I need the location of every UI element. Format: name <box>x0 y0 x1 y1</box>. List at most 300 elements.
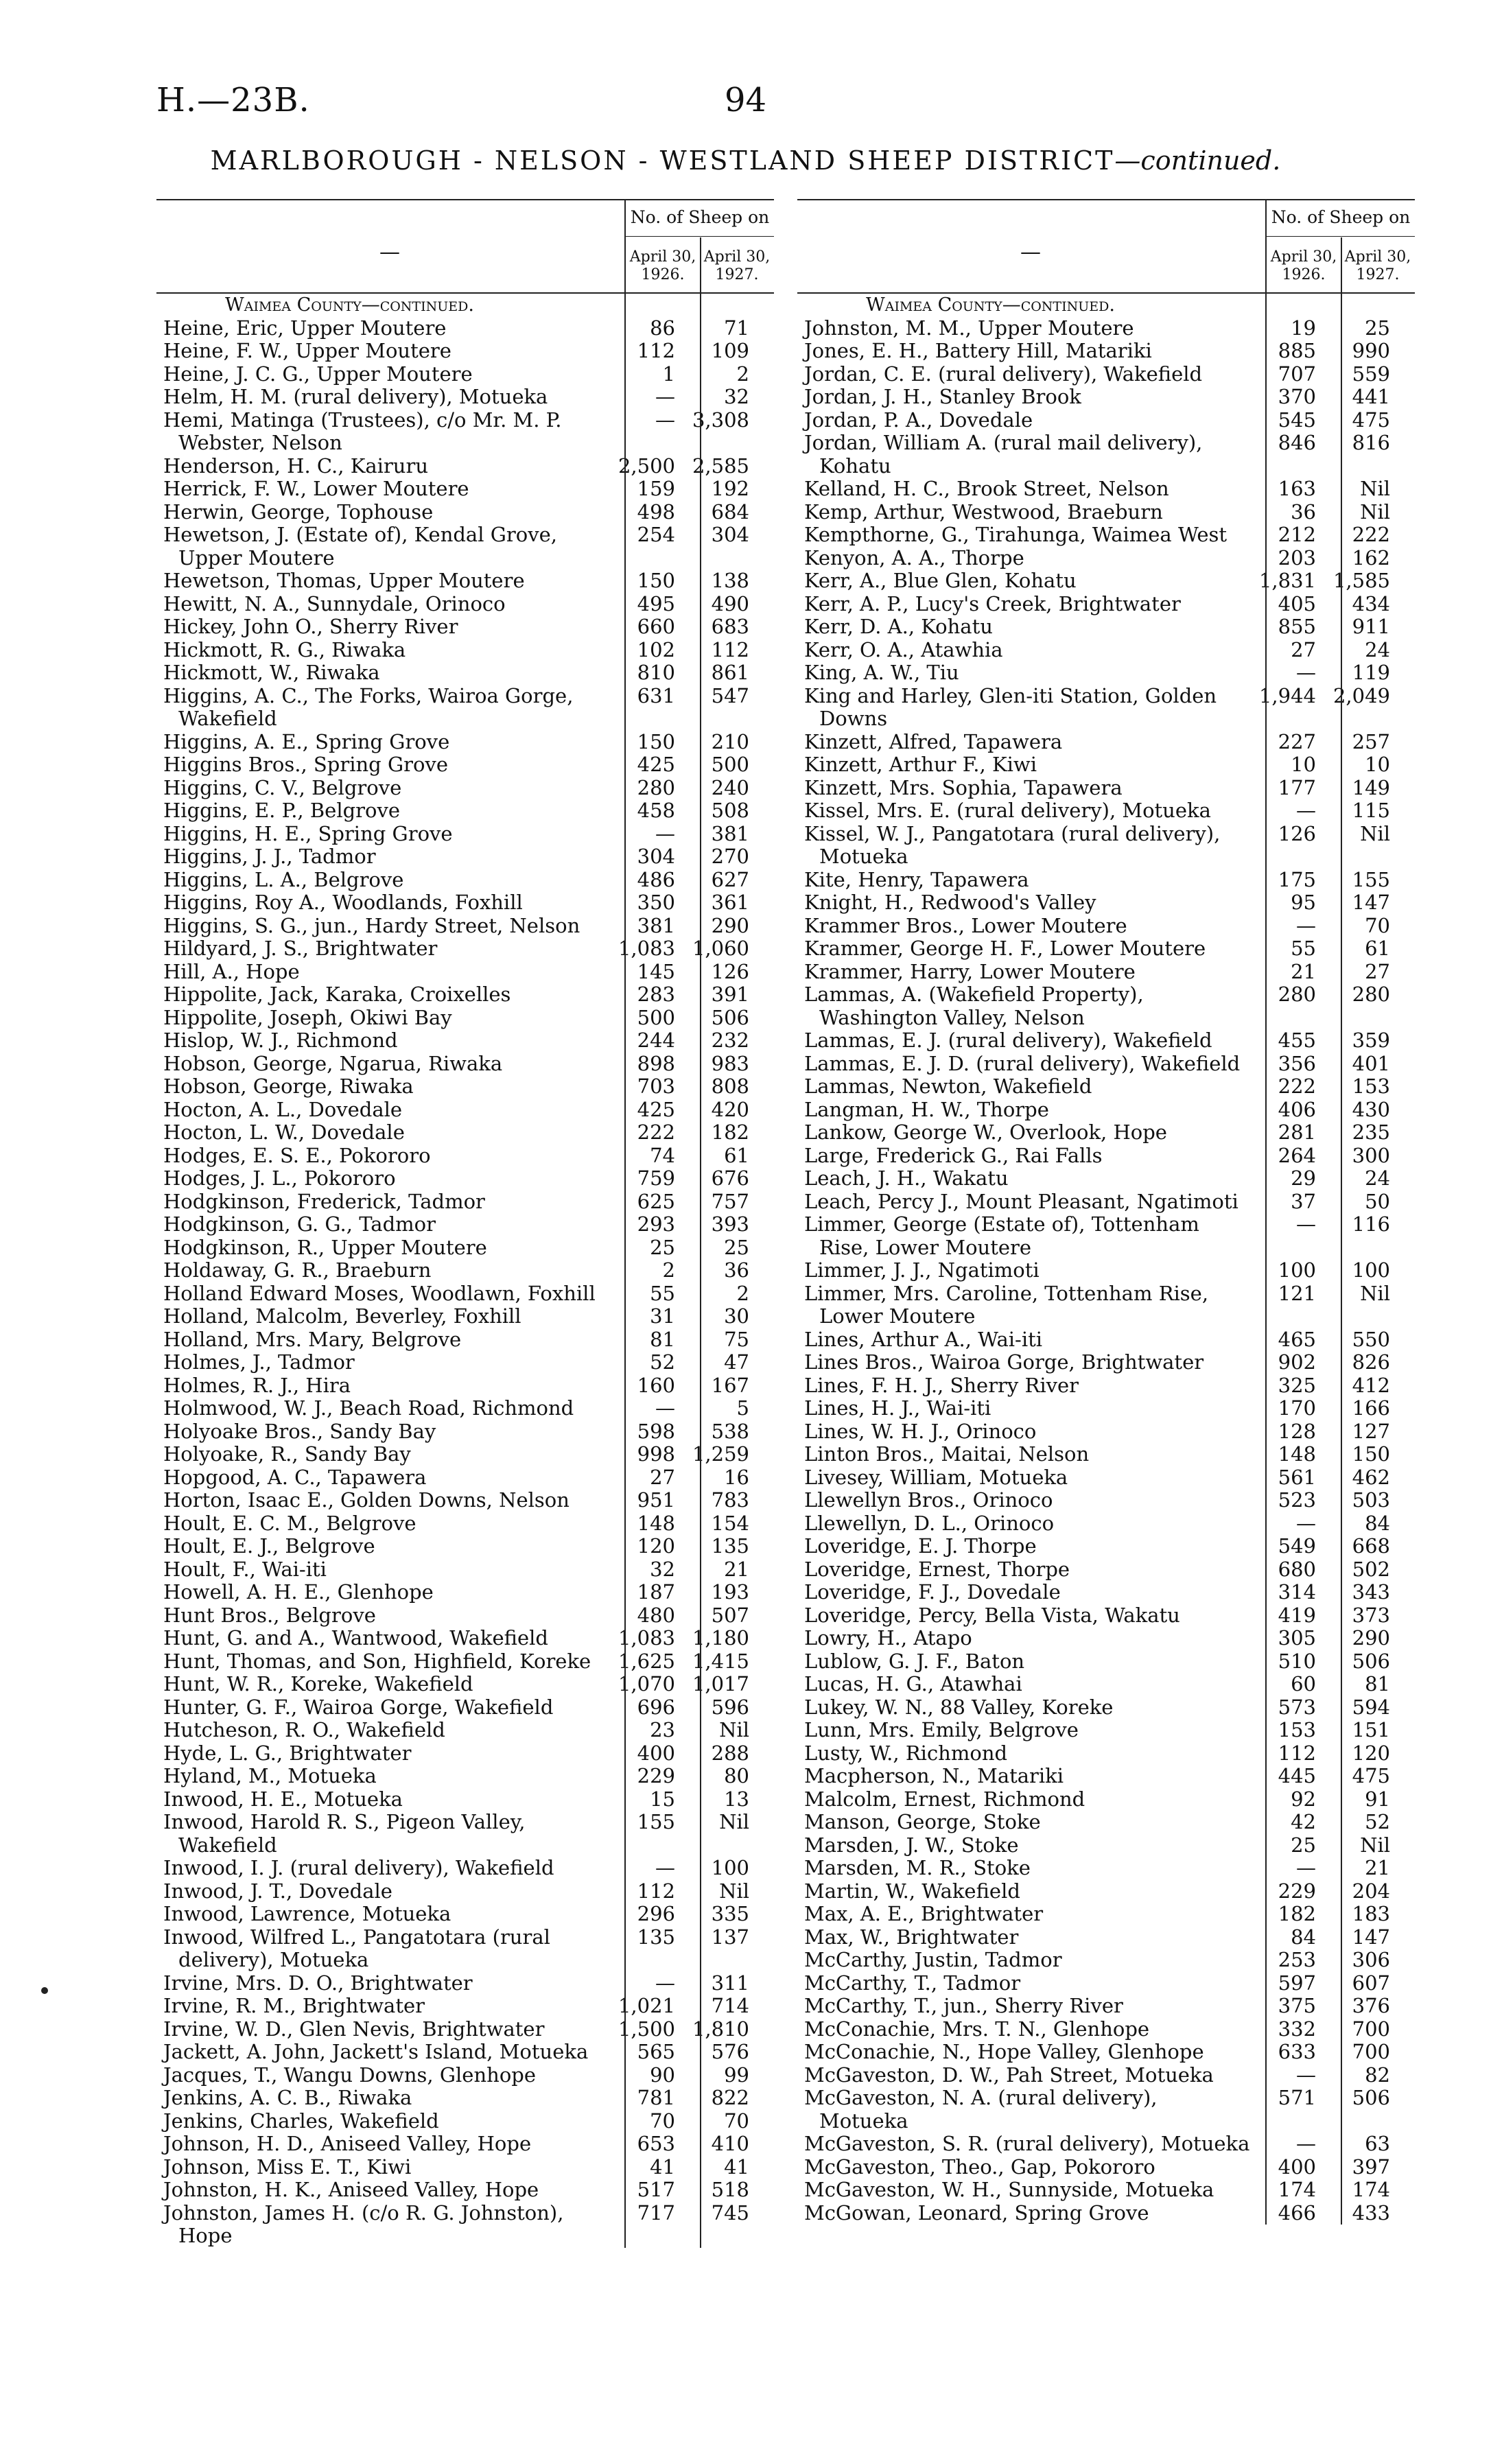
sheep-1926: 633 <box>1278 2040 1316 2063</box>
sheep-1927: 127 <box>1352 1419 1390 1443</box>
table-row <box>156 1075 774 1099</box>
sheep-1926: 170 <box>1278 1396 1316 1420</box>
sheep-1927: 335 <box>711 1902 749 1925</box>
sheep-1926: 126 <box>1278 821 1316 845</box>
sheep-1927: 91 <box>1365 1787 1390 1811</box>
table-row <box>156 891 774 915</box>
table-row <box>797 1926 1415 1949</box>
owner-name: Llewellyn, D. L., Orinoco <box>804 1511 1055 1535</box>
table-row <box>797 891 1415 915</box>
sheep-1926: 598 <box>637 1419 675 1443</box>
table-row <box>797 1121 1415 1145</box>
left-column <box>156 199 774 2248</box>
title-suffix: —continued. <box>1114 145 1281 176</box>
table-row <box>797 2156 1415 2179</box>
table-row <box>797 1627 1415 1650</box>
table-row <box>156 1305 774 1328</box>
sheep-1926: 332 <box>1278 2017 1316 2041</box>
sheep-1927: 290 <box>711 913 749 937</box>
sheep-1927: 381 <box>711 821 749 845</box>
owner-name: Higgins, E. P., Belgrove <box>163 799 401 822</box>
sheep-1926: 696 <box>637 1695 675 1719</box>
table-row <box>156 937 774 961</box>
sheep-1926: 465 <box>1278 1327 1316 1351</box>
sheep-1926: 1,083 <box>618 1626 675 1650</box>
sheep-1927: 151 <box>1352 1718 1390 1741</box>
owner-name: Hocton, L. W., Dovedale <box>163 1120 405 1144</box>
sheep-1926: 280 <box>637 775 675 799</box>
sheep-1926: 458 <box>637 799 675 822</box>
sheep-1927: 21 <box>1365 1856 1390 1879</box>
sheep-1926: 42 <box>1291 1810 1316 1833</box>
table-row <box>156 1581 774 1604</box>
sheep-1926: 375 <box>1278 1994 1316 2017</box>
sheep-1926: 1,070 <box>618 1672 675 1696</box>
sheep-1926: 222 <box>1278 1075 1316 1098</box>
table-row <box>156 1972 774 1995</box>
table-row <box>797 386 1415 409</box>
sheep-1926: 293 <box>637 1212 675 1236</box>
table-row <box>156 685 774 731</box>
owner-name: Horton, Isaac E., Golden Downs, Nelson <box>163 1488 570 1512</box>
table-row <box>797 2133 1415 2156</box>
table-row <box>156 1558 774 1582</box>
table-row <box>797 1949 1415 1972</box>
table-row <box>156 1650 774 1674</box>
table-row <box>797 1466 1415 1490</box>
sheep-1926: 102 <box>637 637 675 661</box>
sheep-1926: 86 <box>650 316 675 340</box>
table-row <box>156 1007 774 1030</box>
owner-name: Kissel, W. J., Pangatotara (rural delivery), Motueka <box>804 821 1221 868</box>
owner-name: Howell, A. H. E., Glenhope <box>163 1580 434 1604</box>
owner-name: Loveridge, F. J., Dovedale <box>804 1580 1061 1604</box>
owner-name: Limmer, Mrs. Caroline, Tottenham Rise, Lower Moutere <box>804 1281 1209 1328</box>
sheep-1926: 597 <box>1278 1971 1316 1995</box>
owner-name: Marsden, M. R., Stoke <box>804 1856 1031 1879</box>
owner-name: Kerr, D. A., Kohatu <box>804 615 993 638</box>
table-row <box>156 1765 774 1788</box>
table-row <box>156 455 774 478</box>
sheep-1926: 112 <box>637 339 675 362</box>
owner-name: Kemp, Arthur, Westwood, Braeburn <box>804 500 1163 524</box>
table-row <box>797 1443 1415 1466</box>
owner-name: Lowry, H., Atapo <box>804 1626 972 1650</box>
sheep-1927: Nil <box>719 1810 749 1833</box>
sheep-1927: 257 <box>1352 729 1390 753</box>
owner-name: Limmer, George (Estate of), Tottenham Rise, Lower Moutere <box>804 1212 1199 1259</box>
sheep-1927: 1,585 <box>1332 569 1390 592</box>
table-row <box>156 1535 774 1558</box>
sheep-1926: 653 <box>637 2132 675 2155</box>
table-row <box>797 1673 1415 1696</box>
owner-name: Lines, F. H. J., Sherry River <box>804 1373 1079 1397</box>
owner-name: Inwood, J. T., Dovedale <box>163 1879 392 1903</box>
table-row <box>156 524 774 570</box>
sheep-1927: 61 <box>724 1143 749 1167</box>
sheep-1926: 717 <box>637 2201 675 2225</box>
table-body <box>797 294 1415 2225</box>
owner-name: King and Harley, Glen-iti Station, Golden Downs <box>804 683 1217 730</box>
table-row <box>797 1558 1415 1582</box>
table-row <box>797 823 1415 869</box>
owner-name: Higgins, Roy A., Woodlands, Foxhill <box>163 891 523 914</box>
table-row <box>797 1351 1415 1374</box>
sheep-1927: 684 <box>711 500 749 524</box>
right-column <box>797 199 1415 2225</box>
sheep-1927: 135 <box>711 1534 749 1558</box>
table-row <box>156 2179 774 2202</box>
sheep-1927: 816 <box>1352 431 1390 454</box>
table-row <box>156 1397 774 1420</box>
owner-name: Lammas, E. J. (rural delivery), Wakefield <box>804 1029 1212 1052</box>
sheep-1927: 304 <box>711 523 749 546</box>
owner-name: Higgins, H. E., Spring Grove <box>163 821 453 845</box>
sheep-1926: — <box>655 408 675 432</box>
sheep-1927: 757 <box>711 1189 749 1213</box>
table-row <box>797 363 1415 386</box>
sheep-1926: — <box>1296 1856 1316 1879</box>
sheep-1927: 475 <box>1352 408 1390 432</box>
owner-name: Macpherson, N., Matariki <box>804 1764 1064 1787</box>
table-row <box>797 2041 1415 2064</box>
sheep-1926: 561 <box>1278 1465 1316 1489</box>
sheep-1927: 462 <box>1352 1465 1390 1489</box>
owner-name: Hoult, E. J., Belgrove <box>163 1534 375 1558</box>
owner-name: Lammas, A. (Wakefield Property), Washington Valley, Nelson <box>804 983 1144 1029</box>
owner-name: Heine, Eric, Upper Moutere <box>163 316 447 340</box>
sheep-1926: 121 <box>1278 1281 1316 1305</box>
owner-name: Holmes, R. J., Hira <box>163 1373 351 1397</box>
owner-name: Martin, W., Wakefield <box>804 1879 1020 1903</box>
owner-name: Lunn, Mrs. Emily, Belgrove <box>804 1718 1079 1741</box>
sheep-1927: 559 <box>1352 362 1390 386</box>
table-row <box>797 1489 1415 1512</box>
owner-name: McConachie, N., Hope Valley, Glenhope <box>804 2040 1204 2063</box>
table-row <box>156 409 774 455</box>
sheep-1926: 406 <box>1278 1097 1316 1121</box>
sheep-1926: 90 <box>650 2063 675 2087</box>
sheep-1926: 517 <box>637 2178 675 2201</box>
sheep-1927: 538 <box>711 1419 749 1443</box>
sheep-1927: 5 <box>736 1396 749 1420</box>
owner-name: Inwood, Lawrence, Motueka <box>163 1902 451 1925</box>
table-row <box>797 1167 1415 1190</box>
owner-name: Jacques, T., Wangu Downs, Glenhope <box>163 2063 536 2087</box>
table-row <box>797 983 1415 1029</box>
owner-name: McGaveston, Theo., Gap, Pokororo <box>804 2155 1155 2179</box>
sheep-1926: 455 <box>1278 1029 1316 1052</box>
owner-name: Hobson, George, Riwaka <box>163 1075 414 1098</box>
table-row <box>797 524 1415 547</box>
table-row <box>156 317 774 340</box>
table-row <box>156 2064 774 2087</box>
sheep-1926: 163 <box>1278 477 1316 500</box>
sheep-1927: 503 <box>1352 1488 1390 1512</box>
owner-name: Limmer, J. J., Ngatimoti <box>804 1258 1040 1282</box>
sheep-1926: 350 <box>637 891 675 914</box>
owner-name: Knight, H., Redwood's Valley <box>804 891 1096 914</box>
sheep-1926: 37 <box>1291 1189 1316 1213</box>
table-row <box>797 1259 1415 1282</box>
sheep-1926: — <box>655 1971 675 1995</box>
sheep-1927: 155 <box>1352 867 1390 891</box>
owner-name: Holyoake, R., Sandy Bay <box>163 1442 411 1466</box>
sheep-1927: 607 <box>1352 1971 1390 1995</box>
owner-name: Jenkins, Charles, Wakefield <box>163 2109 439 2133</box>
sheep-1926: 74 <box>650 1143 675 1167</box>
owner-name: Hoult, F., Wai-iti <box>163 1557 327 1581</box>
owner-name: Higgins, L. A., Belgrove <box>163 867 404 891</box>
sheep-1927: 547 <box>711 683 749 707</box>
owner-name: Llewellyn Bros., Orinoco <box>804 1488 1053 1512</box>
sheep-1927: 100 <box>711 1856 749 1879</box>
table-row <box>797 1857 1415 1880</box>
table-row <box>156 2087 774 2110</box>
sheep-1926: 175 <box>1278 867 1316 891</box>
table-row <box>156 1811 774 1857</box>
sheep-1927: 576 <box>711 2040 749 2063</box>
owner-name: Hutcheson, R. O., Wakefield <box>163 1718 445 1741</box>
sheep-1926: 21 <box>1291 959 1316 983</box>
sheep-1926: 212 <box>1278 523 1316 546</box>
sheep-count-header: No. of Sheep on <box>1271 207 1411 227</box>
sheep-1926: — <box>1296 2132 1316 2155</box>
owner-name: McCarthy, Justin, Tadmor <box>804 1948 1062 1971</box>
sheep-1926: 314 <box>1278 1580 1316 1604</box>
sheep-1927: 683 <box>711 615 749 638</box>
sheep-1926: 1,831 <box>1258 569 1316 592</box>
sheep-1926: 177 <box>1278 775 1316 799</box>
owner-name: Hill, A., Hope <box>163 959 300 983</box>
sheep-1926: 280 <box>1278 983 1316 1006</box>
owner-name: Lines, H. J., Wai-iti <box>804 1396 991 1420</box>
sheep-1927: 911 <box>1352 615 1390 638</box>
report-code: H.—23B. <box>156 81 310 119</box>
sheep-1927: 376 <box>1352 1994 1390 2017</box>
table-row <box>797 777 1415 800</box>
owner-name: Max, A. E., Brightwater <box>804 1902 1044 1925</box>
sheep-1926: 680 <box>1278 1557 1316 1581</box>
sheep-1927: 1,810 <box>692 2017 749 2041</box>
sheep-1927: 147 <box>1352 1925 1390 1949</box>
table-row <box>797 1765 1415 1788</box>
sheep-1927: 222 <box>1352 523 1390 546</box>
owner-name: Jones, E. H., Battery Hill, Matariki <box>804 339 1152 362</box>
sheep-1926: 81 <box>650 1327 675 1351</box>
sheep-1926: — <box>1296 913 1316 937</box>
sheep-1926: 23 <box>650 1718 675 1741</box>
sheep-1926: 846 <box>1278 431 1316 454</box>
table-row <box>797 1053 1415 1076</box>
sheep-1927: 668 <box>1352 1534 1390 1558</box>
table-row <box>797 1834 1415 1857</box>
sheep-1927: Nil <box>1360 1833 1390 1857</box>
sheep-1927: 204 <box>1352 1879 1390 1903</box>
sheep-1926: 153 <box>1278 1718 1316 1741</box>
owner-name: Lublow, G. J. F., Baton <box>804 1649 1025 1673</box>
col-1926-header: April 30, 1926. <box>629 248 696 283</box>
sheep-1927: 343 <box>1352 1580 1390 1604</box>
sheep-1926: 565 <box>637 2040 675 2063</box>
sheep-1927: Nil <box>1360 500 1390 524</box>
table-body <box>156 294 774 2248</box>
title-main: MARLBOROUGH - NELSON - WESTLAND SHEEP DISTRICT <box>210 145 1115 176</box>
owner-name: Holmes, J., Tadmor <box>163 1350 355 1374</box>
col-1926-header: April 30, 1926. <box>1270 248 1337 283</box>
owner-name: McCarthy, T., Tadmor <box>804 1971 1021 1995</box>
table-row <box>797 961 1415 984</box>
sheep-1927: 25 <box>724 1235 749 1259</box>
sheep-1926: 112 <box>637 1879 675 1903</box>
owner-name: Hoult, E. C. M., Belgrove <box>163 1511 416 1535</box>
owner-name: Livesey, William, Motueka <box>804 1465 1068 1489</box>
sheep-1927: 714 <box>711 1994 749 2017</box>
sheep-1926: 1,021 <box>618 1994 675 2017</box>
table-row <box>156 1719 774 1742</box>
sheep-1927: 507 <box>711 1603 749 1627</box>
owner-name: Johnston, M. M., Upper Moutere <box>804 316 1134 340</box>
sheep-1926: — <box>1296 799 1316 822</box>
sheep-1926: 159 <box>637 477 675 500</box>
sheep-1927: 47 <box>724 1350 749 1374</box>
owner-name: Kinzett, Alfred, Tapawera <box>804 729 1063 753</box>
table-row <box>156 753 774 777</box>
owner-name: Inwood, Wilfred L., Pangatotara (rural delivery), Motueka <box>163 1925 550 1971</box>
owner-name: Hodgkinson, R., Upper Moutere <box>163 1235 487 1259</box>
sheep-1926: 41 <box>650 2155 675 2179</box>
margin-dot <box>41 1987 48 1994</box>
owner-name: Hewetson, J. (Estate of), Kendal Grove, Upper Moutere <box>163 523 557 570</box>
sheep-1926: 25 <box>1291 1833 1316 1857</box>
owner-name: Higgins, A. E., Spring Grove <box>163 729 450 753</box>
owner-name: Kinzett, Mrs. Sophia, Tapawera <box>804 775 1123 799</box>
sheep-1927: 2,585 <box>692 454 749 478</box>
owner-name: Hocton, A. L., Dovedale <box>163 1097 403 1121</box>
table-row <box>156 1788 774 1811</box>
table-row <box>156 961 774 984</box>
table-row <box>797 1420 1415 1444</box>
sheep-1927: 311 <box>711 1971 749 1995</box>
owner-name: Johnston, H. K., Aniseed Valley, Hope <box>163 2178 539 2201</box>
sheep-1926: 283 <box>637 983 675 1006</box>
sheep-1926: 660 <box>637 615 675 638</box>
sheep-1926: 510 <box>1278 1649 1316 1673</box>
owner-name: Leach, J. H., Wakatu <box>804 1166 1009 1190</box>
table-row <box>156 823 774 846</box>
table-row <box>156 1420 774 1444</box>
table-row <box>797 685 1415 731</box>
owner-name: Kissel, Mrs. E. (rural delivery), Motueka <box>804 799 1211 822</box>
table-row <box>156 615 774 639</box>
table-row <box>156 639 774 662</box>
sheep-1927: 391 <box>711 983 749 1006</box>
sheep-1926: — <box>1296 661 1316 684</box>
sheep-1926: 155 <box>637 1810 675 1833</box>
sheep-1927: 100 <box>1352 1258 1390 1282</box>
table-row <box>797 478 1415 501</box>
sheep-1926: 1 <box>662 362 675 386</box>
sheep-1926: 203 <box>1278 545 1316 570</box>
sheep-count-header: No. of Sheep on <box>630 207 770 227</box>
sheep-1927: 500 <box>711 753 749 776</box>
owner-name: Hunt, G. and A., Wantwood, Wakefield <box>163 1626 548 1650</box>
sheep-1927: 80 <box>724 1764 749 1787</box>
owner-name: Kerr, O. A., Atawhia <box>804 637 1003 661</box>
table-row <box>797 661 1415 685</box>
sheep-1926: 32 <box>650 1557 675 1581</box>
sheep-1927: 826 <box>1352 1350 1390 1374</box>
table-row <box>797 1788 1415 1811</box>
owner-name: Hislop, W. J., Richmond <box>163 1029 398 1052</box>
sheep-1926: 222 <box>637 1120 675 1144</box>
table-row <box>156 1604 774 1628</box>
sheep-1926: 182 <box>1278 1902 1316 1925</box>
table-row <box>156 983 774 1007</box>
table-row <box>797 1880 1415 1903</box>
sheep-1927: 502 <box>1352 1557 1390 1581</box>
sheep-1927: 420 <box>711 1097 749 1121</box>
sheep-1927: 149 <box>1352 775 1390 799</box>
owner-name: Hickmott, R. G., Riwaka <box>163 637 406 661</box>
owner-name: Heine, F. W., Upper Moutere <box>163 339 451 362</box>
sheep-1926: 480 <box>637 1603 675 1627</box>
table-row <box>797 1903 1415 1926</box>
owner-name: Holmwood, W. J., Beach Road, Richmond <box>163 1396 574 1420</box>
table-row <box>156 1857 774 1880</box>
owner-name: Jordan, William A. (rural mail delivery), Kohatu <box>804 431 1203 478</box>
table-row <box>156 845 774 869</box>
sheep-1927: Nil <box>1360 477 1390 500</box>
sheep-1927: 99 <box>724 2063 749 2087</box>
sheep-1926: 305 <box>1278 1626 1316 1650</box>
sheep-1926: 27 <box>1291 637 1316 661</box>
sheep-1926: 60 <box>1291 1672 1316 1696</box>
table-row <box>156 1903 774 1926</box>
sheep-1926: — <box>655 821 675 845</box>
sheep-1927: 235 <box>1352 1120 1390 1144</box>
sheep-1926: 264 <box>1278 1143 1316 1167</box>
owner-name: Holdaway, G. R., Braeburn <box>163 1258 432 1282</box>
owner-name: McCarthy, T., jun., Sherry River <box>804 1994 1123 2017</box>
owner-name: Johnston, James H. (c/o R. G. Johnston), Hope <box>163 2201 564 2247</box>
owner-name: Lankow, George W., Overlook, Hope <box>804 1120 1167 1144</box>
sheep-1927: 167 <box>711 1373 749 1397</box>
owner-name: Kempthorne, G., Tirahunga, Waimea West <box>804 523 1228 546</box>
table-row <box>156 1489 774 1512</box>
sheep-1927: 166 <box>1352 1396 1390 1420</box>
sheep-1927: 41 <box>724 2155 749 2179</box>
sheep-1927: 210 <box>711 729 749 753</box>
sheep-1927: 193 <box>711 1580 749 1604</box>
table-row <box>156 1880 774 1903</box>
sheep-1926: 100 <box>1278 1258 1316 1282</box>
owner-name: McGaveston, S. R. (rural delivery), Motueka <box>804 2132 1250 2155</box>
sheep-1926: 92 <box>1291 1787 1316 1811</box>
sheep-1927: 16 <box>724 1465 749 1489</box>
sheep-1927: 183 <box>1352 1902 1390 1925</box>
table-row <box>156 1351 774 1374</box>
owner-name: Jordan, C. E. (rural delivery), Wakefield <box>804 362 1203 386</box>
sheep-1927: 627 <box>711 867 749 891</box>
sheep-1927: 434 <box>1352 591 1390 615</box>
table-row <box>797 1972 1415 1995</box>
owner-name: Lusty, W., Richmond <box>804 1741 1008 1765</box>
sheep-1927: 30 <box>724 1304 749 1328</box>
owner-name: Krammer, George H. F., Lower Moutere <box>804 937 1206 960</box>
sheep-1927: 594 <box>1352 1695 1390 1719</box>
sheep-1927: 70 <box>724 2109 749 2133</box>
